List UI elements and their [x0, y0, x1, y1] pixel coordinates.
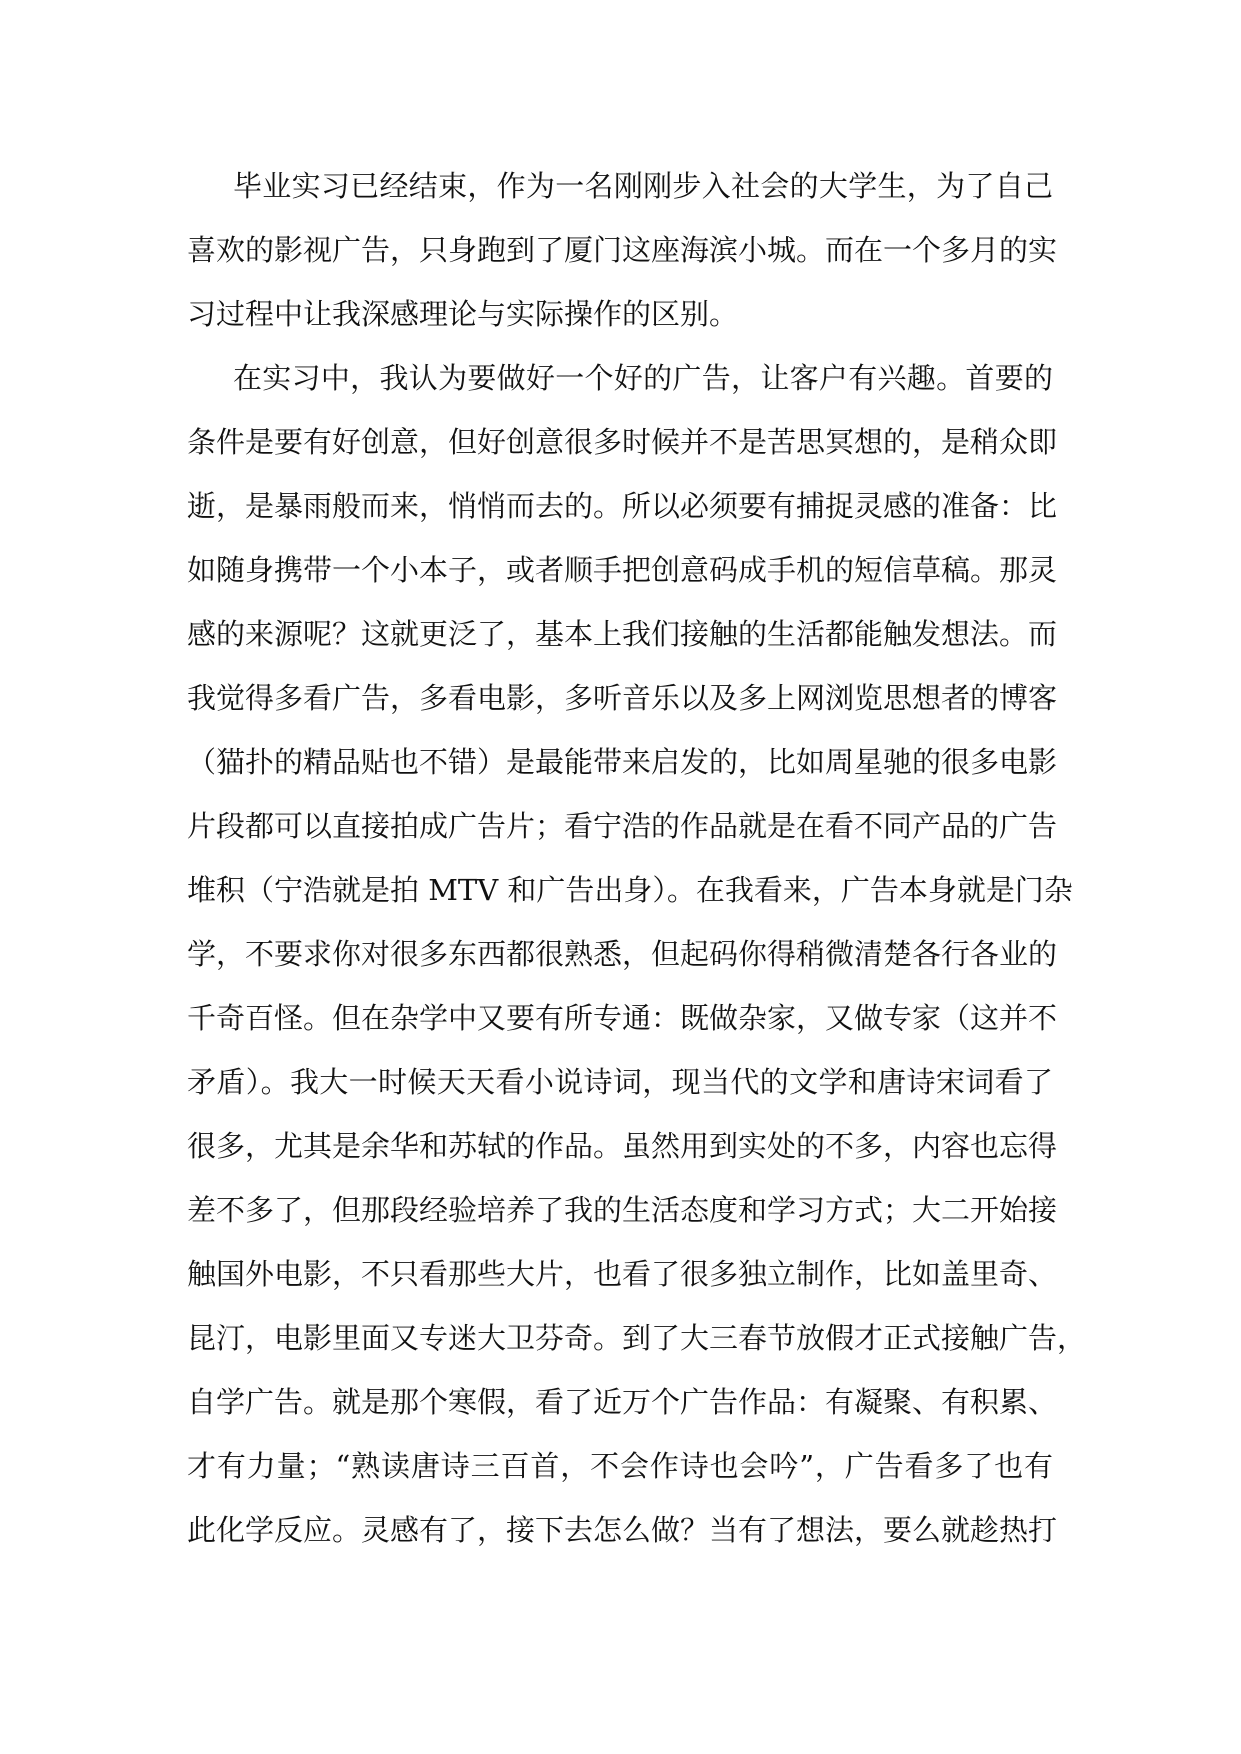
text-line: 才有力量；“熟读唐诗三百首，不会作诗也会吟”，广告看多了也有 — [187, 1449, 1053, 1483]
paragraph-2 — [187, 346, 1087, 1562]
document-body — [187, 154, 1087, 1562]
text-line: 昆汀，电影里面又专迷大卫芬奇。到了大三春节放假才正式接触广告， — [187, 1321, 1087, 1355]
text-line: 在实习中，我认为要做好一个好的广告，让客户有兴趣。首要的 — [233, 361, 1053, 395]
text-line: 差不多了，但那段经验培养了我的生活态度和学习方式；大二开始接 — [187, 1193, 1058, 1227]
text-line: 条件是要有好创意，但好创意很多时候并不是苦思冥想的，是稍众即 — [187, 425, 1058, 459]
text-line: 千奇百怪。但在杂学中又要有所专通：既做杂家，又做专家（这并不 — [187, 1001, 1058, 1035]
paragraph-1 — [187, 154, 1058, 346]
text-line: 堆积（宁浩就是拍 MTV 和广告出身）。在我看来，广告本身就是门杂 — [187, 873, 1073, 907]
text-line: 矛盾）。我大一时候天天看小说诗词，现当代的文学和唐诗宋词看了 — [187, 1065, 1053, 1099]
text-line: 毕业实习已经结束，作为一名刚刚步入社会的大学生，为了自己 — [233, 169, 1053, 203]
text-line: 触国外电影，不只看那些大片，也看了很多独立制作，比如盖里奇、 — [187, 1257, 1058, 1291]
text-line: 感的来源呢？这就更泛了，基本上我们接触的生活都能触发想法。而 — [187, 617, 1058, 651]
text-line: 喜欢的影视广告，只身跑到了厦门这座海滨小城。而在一个多月的实 — [187, 233, 1058, 267]
text-line: 如随身携带一个小本子，或者顺手把创意码成手机的短信草稿。那灵 — [187, 553, 1058, 587]
text-line: 我觉得多看广告，多看电影，多听音乐以及多上网浏览思想者的博客 — [187, 681, 1058, 715]
text-line: （猫扑的精品贴也不错）是最能带来启发的，比如周星驰的很多电影 — [187, 745, 1058, 779]
text-line: 此化学反应。灵感有了，接下去怎么做？当有了想法，要么就趁热打 — [187, 1513, 1058, 1547]
text-line: 片段都可以直接拍成广告片；看宁浩的作品就是在看不同产品的广告 — [187, 809, 1058, 843]
text-line: 很多，尤其是余华和苏轼的作品。虽然用到实处的不多，内容也忘得 — [187, 1129, 1058, 1163]
text-line: 习过程中让我深感理论与实际操作的区别。 — [187, 297, 739, 331]
text-line: 逝，是暴雨般而来，悄悄而去的。所以必须要有捕捉灵感的准备：比 — [187, 489, 1058, 523]
text-line: 学，不要求你对很多东西都很熟悉，但起码你得稍微清楚各行各业的 — [187, 937, 1058, 971]
text-line: 自学广告。就是那个寒假，看了近万个广告作品：有凝聚、有积累、 — [187, 1385, 1058, 1419]
